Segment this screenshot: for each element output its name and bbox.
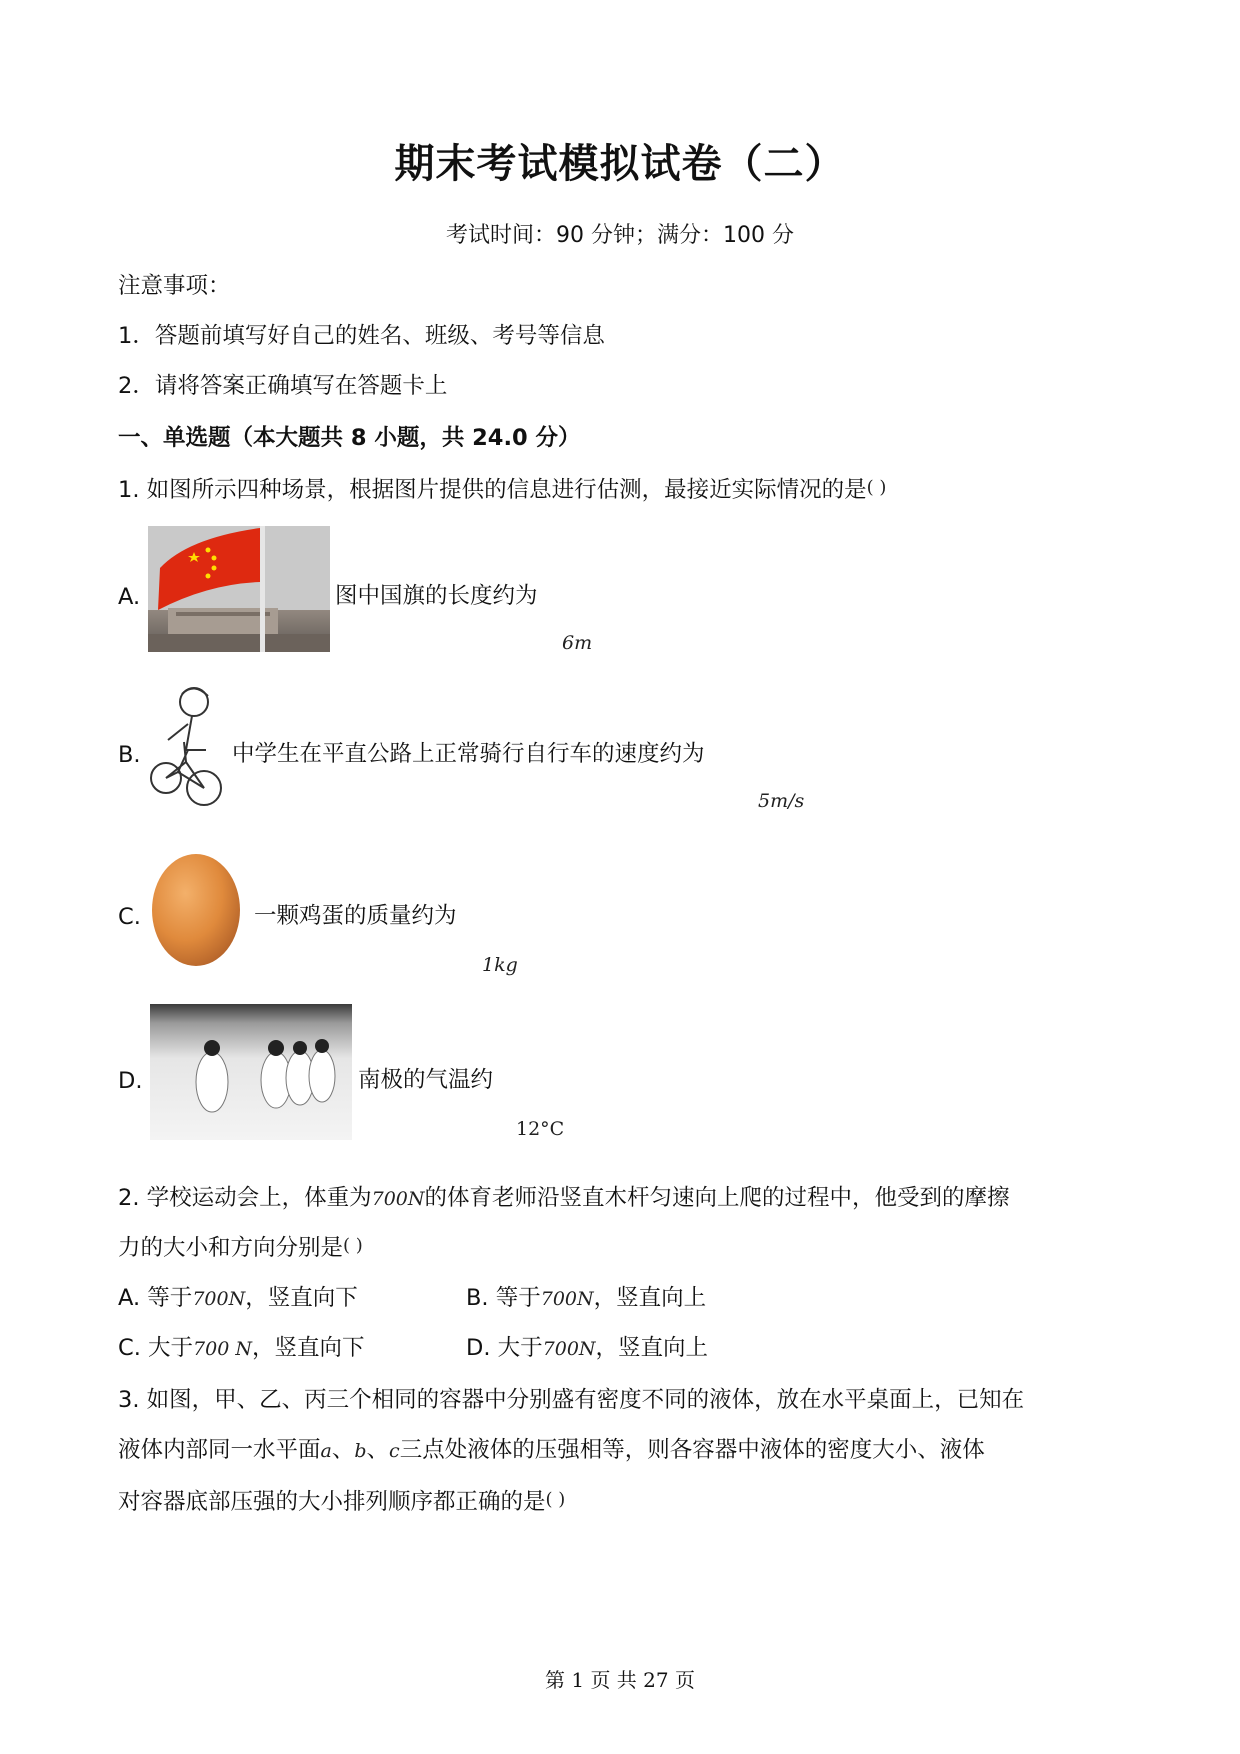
answer-paren: ( )	[866, 477, 887, 498]
note-item: 2．请将答案正确填写在答题卡上	[118, 373, 448, 399]
option-label: B.	[118, 742, 141, 768]
section-title: 一、单选题（本大题共 8 小题，共 24.0 分）	[118, 425, 581, 451]
option-value: 1kg	[482, 954, 518, 976]
question-stem-text: 1. 如图所示四种场景，根据图片提供的信息进行估测，最接近实际情况的是	[118, 477, 867, 503]
question-stem-text: 三点处液体的压强相等，则各容器中液体的密度大小、液体	[399, 1437, 985, 1463]
question-3-stem-cont	[118, 1432, 985, 1464]
option-text: 一颗鸡蛋的质量约为	[254, 903, 457, 929]
exam-info: 考试时间：90 分钟；满分：100 分	[446, 223, 794, 248]
choice-value: 700N	[542, 1338, 596, 1360]
inline-math: 700N	[371, 1188, 425, 1210]
choice-d	[466, 1330, 708, 1362]
flag-illustration	[148, 526, 330, 652]
choice-value: 700 N	[193, 1338, 252, 1360]
inline-math: c	[389, 1440, 400, 1462]
choice-text: ，竖直向下	[251, 1335, 365, 1361]
page-number: 第 1 页 共 27 页	[545, 1668, 695, 1692]
inline-math: a	[320, 1440, 332, 1462]
question-stem-text: 的体育老师沿竖直木杆匀速向上爬的过程中，他受到的摩擦	[424, 1185, 1010, 1211]
separator: 、	[366, 1437, 390, 1463]
option-value: 6m	[562, 632, 593, 654]
penguins-photo	[150, 1004, 352, 1140]
notes-heading: 注意事项：	[118, 273, 231, 299]
option-text: 图中国旗的长度约为	[335, 583, 538, 609]
option-value: 5m/s	[758, 790, 805, 812]
choice-a	[118, 1280, 358, 1312]
option-text: 中学生在平直公路上正常骑行自行车的速度约为	[232, 741, 705, 767]
flag-photo	[148, 526, 330, 652]
question-stem-text: 液体内部同一水平面	[118, 1437, 321, 1463]
cyclist-drawing	[148, 680, 230, 808]
page-title: 期末考试模拟试卷（二）	[394, 141, 846, 187]
choice-value: 700N	[192, 1288, 246, 1310]
choice-text: ，竖直向上	[595, 1335, 709, 1361]
answer-paren: ( )	[545, 1489, 566, 1510]
question-stem-text: 力的大小和方向分别是	[118, 1235, 344, 1261]
option-label: A.	[118, 584, 141, 610]
question-2-stem	[118, 1180, 1010, 1212]
choice-label: B. 等于	[466, 1285, 541, 1311]
choice-c	[118, 1330, 364, 1362]
egg-illustration	[148, 846, 244, 968]
choice-value: 700N	[540, 1288, 594, 1310]
separator: 、	[331, 1437, 355, 1463]
option-text: 南极的气温约	[358, 1067, 494, 1093]
penguins-illustration	[150, 1004, 352, 1140]
choice-text: ，竖直向下	[245, 1285, 358, 1311]
cyclist-illustration	[148, 680, 230, 808]
note-item: 1．答题前填写好自己的姓名、班级、考号等信息	[118, 323, 605, 349]
question-3-stem: 3. 如图，甲、乙、丙三个相同的容器中分别盛有密度不同的液体，放在水平桌面上，已知在	[118, 1387, 1025, 1413]
option-value: 12°C	[516, 1118, 565, 1140]
option-label: D.	[118, 1068, 143, 1094]
egg-photo	[148, 846, 244, 968]
question-stem-text: 对容器底部压强的大小排列顺序都正确的是	[118, 1489, 546, 1515]
option-label: C.	[118, 904, 141, 930]
inline-math: b	[354, 1440, 367, 1462]
question-2-stem-cont	[118, 1230, 363, 1262]
question-3-stem-cont	[118, 1484, 565, 1516]
choice-label: A. 等于	[118, 1285, 193, 1311]
choice-text: ，竖直向上	[593, 1285, 707, 1311]
choice-label: D. 大于	[466, 1335, 543, 1361]
choice-label: C. 大于	[118, 1335, 194, 1361]
question-stem-text: 2. 学校运动会上，体重为	[118, 1185, 372, 1211]
choice-b	[466, 1280, 706, 1312]
question-1-stem	[118, 472, 886, 504]
answer-paren: ( )	[343, 1235, 363, 1256]
